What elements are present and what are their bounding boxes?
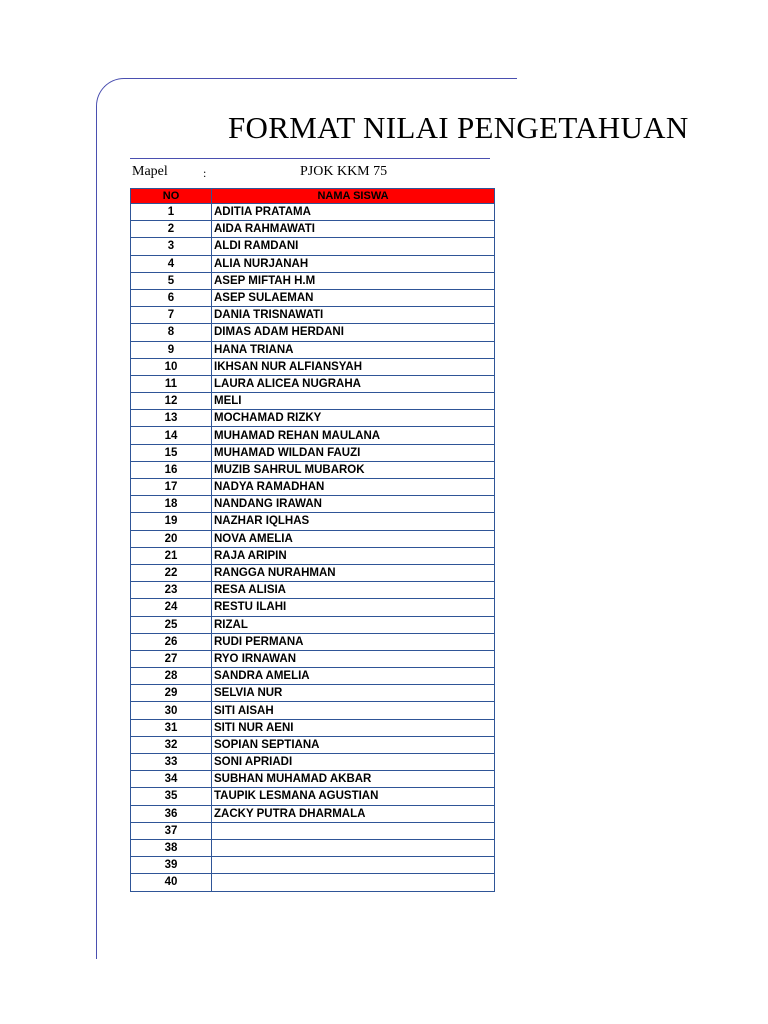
row-number: 4 <box>131 255 212 272</box>
table-row <box>131 289 495 306</box>
row-number: 25 <box>131 616 212 633</box>
row-number: 33 <box>131 754 212 771</box>
row-number: 24 <box>131 599 212 616</box>
table-row <box>131 272 495 289</box>
row-number: 30 <box>131 702 212 719</box>
student-name: ZACKY PUTRA DHARMALA <box>212 805 495 822</box>
table-row <box>131 719 495 736</box>
table-row <box>131 736 495 753</box>
mapel-colon: : <box>203 166 207 180</box>
table-row <box>131 307 495 324</box>
row-number: 19 <box>131 513 212 530</box>
student-name: RIZAL <box>212 616 495 633</box>
mapel-value: PJOK KKM 75 <box>300 164 388 179</box>
table-row <box>131 444 495 461</box>
student-name <box>212 857 495 874</box>
table-row <box>131 616 495 633</box>
student-name: SITI AISAH <box>212 702 495 719</box>
row-number: 37 <box>131 822 212 839</box>
student-name: NANDANG IRAWAN <box>212 496 495 513</box>
student-name: TAUPIK LESMANA AGUSTIAN <box>212 788 495 805</box>
table-row <box>131 754 495 771</box>
row-number: 3 <box>131 238 212 255</box>
table-row <box>131 874 495 891</box>
row-number: 18 <box>131 496 212 513</box>
student-name: MOCHAMAD RIZKY <box>212 410 495 427</box>
student-name: MUHAMAD REHAN MAULANA <box>212 427 495 444</box>
row-number: 32 <box>131 736 212 753</box>
student-table <box>130 188 495 892</box>
table-row <box>131 822 495 839</box>
header-no: NO <box>131 189 212 204</box>
row-number: 20 <box>131 530 212 547</box>
table-row <box>131 702 495 719</box>
table-row <box>131 375 495 392</box>
student-name: ALDI RAMDANI <box>212 238 495 255</box>
table-row <box>131 633 495 650</box>
row-number: 27 <box>131 650 212 667</box>
student-name: ASEP SULAEMAN <box>212 289 495 306</box>
student-name: RUDI PERMANA <box>212 633 495 650</box>
row-number: 14 <box>131 427 212 444</box>
student-name: IKHSAN NUR ALFIANSYAH <box>212 358 495 375</box>
student-name: SONI APRIADI <box>212 754 495 771</box>
row-number: 29 <box>131 685 212 702</box>
table-row <box>131 857 495 874</box>
table-row <box>131 341 495 358</box>
student-name: LAURA ALICEA NUGRAHA <box>212 375 495 392</box>
student-name: DIMAS ADAM HERDANI <box>212 324 495 341</box>
row-number: 16 <box>131 461 212 478</box>
table-row <box>131 685 495 702</box>
row-number: 35 <box>131 788 212 805</box>
table-row <box>131 564 495 581</box>
row-number: 39 <box>131 857 212 874</box>
table-row <box>131 479 495 496</box>
row-number: 40 <box>131 874 212 891</box>
student-name: RESA ALISIA <box>212 582 495 599</box>
document-title: FORMAT NILAI PENGETAHUAN <box>228 110 689 145</box>
table-row <box>131 410 495 427</box>
row-number: 17 <box>131 479 212 496</box>
row-number: 2 <box>131 221 212 238</box>
row-number: 36 <box>131 805 212 822</box>
table-row <box>131 547 495 564</box>
student-name <box>212 874 495 891</box>
table-row <box>131 650 495 667</box>
table-row <box>131 582 495 599</box>
student-name: SELVIA NUR <box>212 685 495 702</box>
student-name: NOVA AMELIA <box>212 530 495 547</box>
row-number: 23 <box>131 582 212 599</box>
row-number: 8 <box>131 324 212 341</box>
row-number: 22 <box>131 564 212 581</box>
mapel-label: Mapel <box>132 164 168 179</box>
student-name: NAZHAR IQLHAS <box>212 513 495 530</box>
table-row <box>131 255 495 272</box>
table-row <box>131 839 495 856</box>
table-row <box>131 599 495 616</box>
student-name: MUHAMAD WILDAN FAUZI <box>212 444 495 461</box>
table-body <box>131 204 495 892</box>
table-row <box>131 513 495 530</box>
student-name: RYO IRNAWAN <box>212 650 495 667</box>
table-row <box>131 788 495 805</box>
row-number: 1 <box>131 204 212 221</box>
student-name: HANA TRIANA <box>212 341 495 358</box>
student-name: SOPIAN SEPTIANA <box>212 736 495 753</box>
student-name: RAJA ARIPIN <box>212 547 495 564</box>
row-number: 10 <box>131 358 212 375</box>
student-name: NADYA RAMADHAN <box>212 479 495 496</box>
row-number: 6 <box>131 289 212 306</box>
student-name: SANDRA AMELIA <box>212 668 495 685</box>
title-divider <box>130 158 490 159</box>
table-header-row <box>131 189 495 204</box>
student-name: AIDA RAHMAWATI <box>212 221 495 238</box>
table-row <box>131 221 495 238</box>
table-row <box>131 393 495 410</box>
table-row <box>131 461 495 478</box>
row-number: 15 <box>131 444 212 461</box>
table-row <box>131 805 495 822</box>
table-row <box>131 496 495 513</box>
student-name: SUBHAN MUHAMAD AKBAR <box>212 771 495 788</box>
row-number: 12 <box>131 393 212 410</box>
student-name <box>212 839 495 856</box>
table-row <box>131 238 495 255</box>
student-name: ADITIA PRATAMA <box>212 204 495 221</box>
row-number: 34 <box>131 771 212 788</box>
student-name: ALIA NURJANAH <box>212 255 495 272</box>
student-name: ASEP MIFTAH H.M <box>212 272 495 289</box>
row-number: 31 <box>131 719 212 736</box>
student-name: MUZIB SAHRUL MUBAROK <box>212 461 495 478</box>
row-number: 9 <box>131 341 212 358</box>
student-name: DANIA TRISNAWATI <box>212 307 495 324</box>
table-row <box>131 358 495 375</box>
row-number: 21 <box>131 547 212 564</box>
row-number: 11 <box>131 375 212 392</box>
row-number: 5 <box>131 272 212 289</box>
student-name: RESTU ILAHI <box>212 599 495 616</box>
row-number: 7 <box>131 307 212 324</box>
table-row <box>131 530 495 547</box>
row-number: 38 <box>131 839 212 856</box>
row-number: 26 <box>131 633 212 650</box>
student-name: SITI NUR AENI <box>212 719 495 736</box>
student-name: MELI <box>212 393 495 410</box>
table-row <box>131 324 495 341</box>
row-number: 13 <box>131 410 212 427</box>
table-row <box>131 204 495 221</box>
header-name: NAMA SISWA <box>212 189 495 204</box>
student-name: RANGGA NURAHMAN <box>212 564 495 581</box>
row-number: 28 <box>131 668 212 685</box>
table-row <box>131 668 495 685</box>
table-row <box>131 427 495 444</box>
table-row <box>131 771 495 788</box>
student-name <box>212 822 495 839</box>
